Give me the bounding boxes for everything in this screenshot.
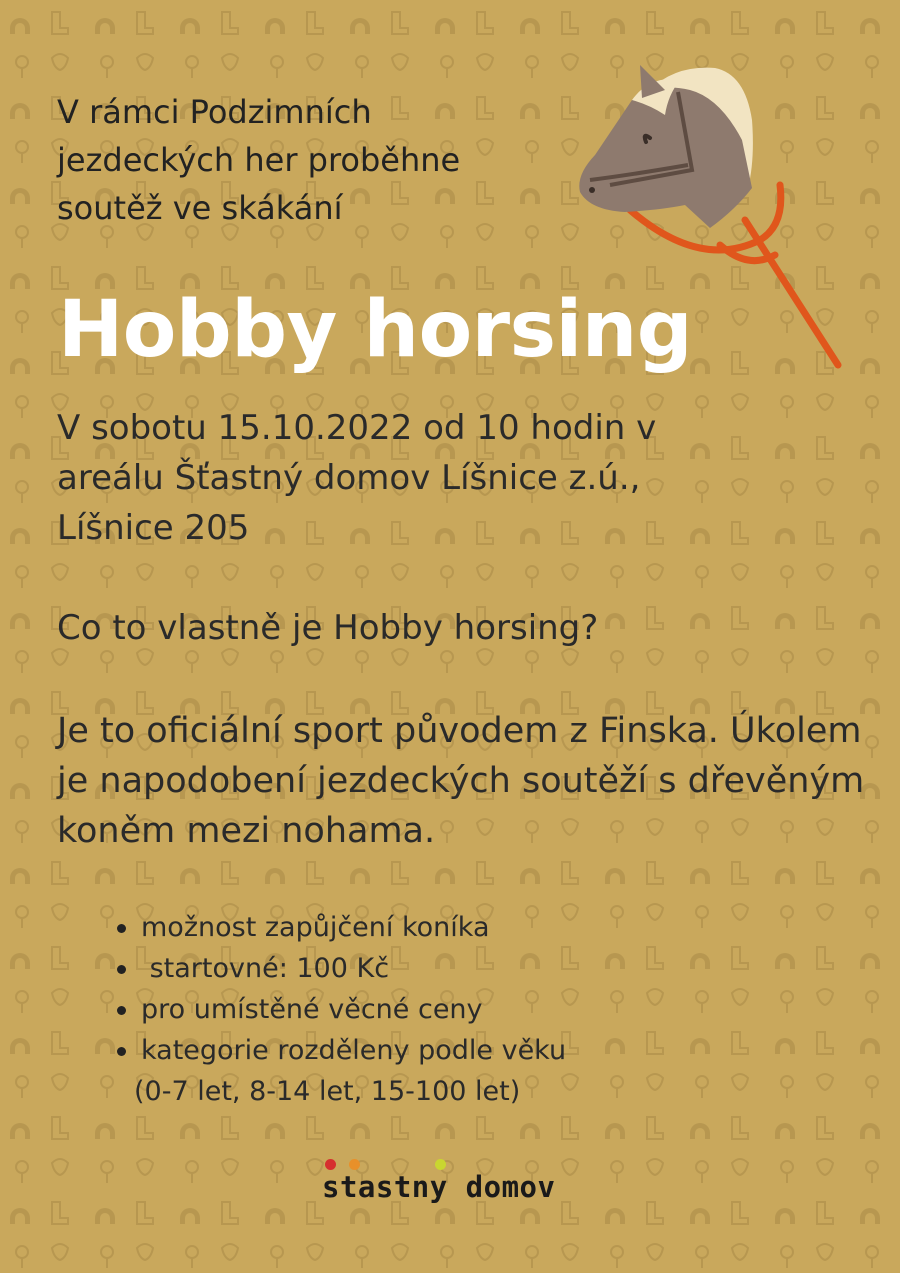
list-item: možnost zapůjčení koníka xyxy=(115,907,566,948)
question-heading: Co to vlastně je Hobby horsing? xyxy=(57,608,599,648)
event-line: areálu Šťastný domov Líšnice z.ú., xyxy=(57,458,641,498)
description-line: koněm mezi nohama. xyxy=(57,811,436,851)
page-title: Hobby horsing xyxy=(58,285,693,375)
info-list xyxy=(115,907,566,1071)
intro-line: soutěž ve skákání xyxy=(57,189,343,227)
description-text xyxy=(57,706,877,856)
logo-dot-yellow xyxy=(435,1159,446,1170)
list-item: startovné: 100 Kč xyxy=(115,948,566,989)
description-line: Je to oficiální sport původem z Finska. Úkolem xyxy=(57,711,862,751)
list-item: kategorie rozděleny podle věku xyxy=(115,1030,566,1071)
intro-line: jezdeckých her proběhne xyxy=(57,141,461,179)
logo-text: stastny domov xyxy=(322,1170,556,1204)
logo-dot-orange xyxy=(349,1159,360,1170)
list-item: pro umístěné věcné ceny xyxy=(115,989,566,1030)
list-item-continuation: (0-7 let, 8-14 let, 15-100 let) xyxy=(134,1076,521,1107)
event-details xyxy=(57,403,817,553)
intro-text xyxy=(57,88,577,232)
logo xyxy=(322,1156,592,1216)
event-line: V sobotu 15.10.2022 od 10 hodin v xyxy=(57,408,657,448)
intro-line: V rámci Podzimních xyxy=(57,93,372,131)
logo-dot-red xyxy=(325,1159,336,1170)
event-line: Líšnice 205 xyxy=(57,508,250,548)
description-line: je napodobení jezdeckých soutěží s dřevěným xyxy=(57,761,865,801)
